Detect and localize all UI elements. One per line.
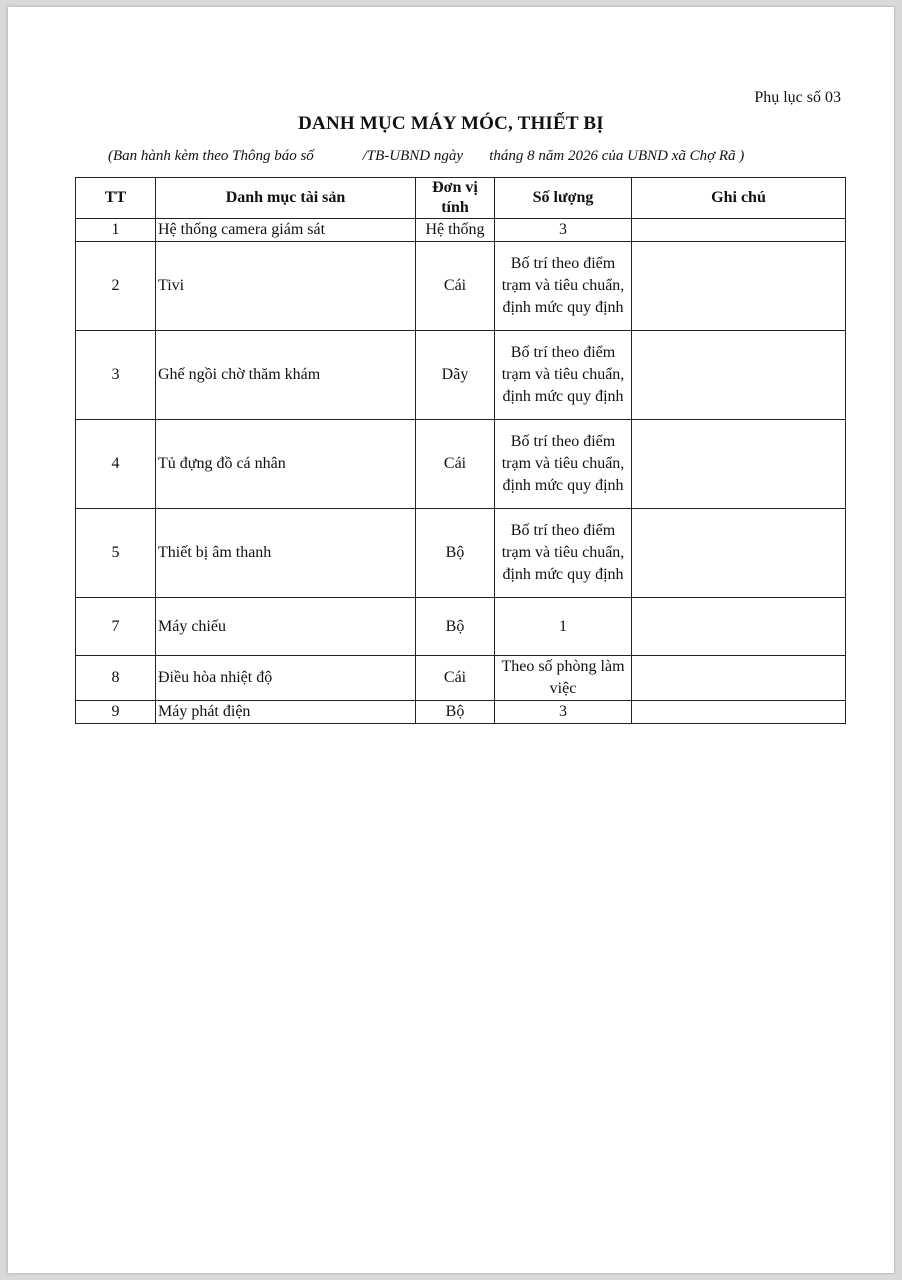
cell-note	[632, 331, 846, 420]
cell-asset: Tủ đựng đồ cá nhân	[156, 420, 416, 509]
cell-quantity: Theo số phòng làm việc	[495, 656, 632, 701]
table-row	[76, 509, 846, 598]
header-quantity: Số lượng	[495, 178, 632, 219]
cell-tt: 3	[76, 331, 156, 420]
cell-quantity: 1	[495, 598, 632, 656]
cell-asset: Điều hòa nhiệt độ	[156, 656, 416, 701]
table-row	[76, 598, 846, 656]
header-unit: Đơn vị tính	[416, 178, 495, 219]
cell-tt: 5	[76, 509, 156, 598]
appendix-label: Phụ lục số 03	[754, 89, 841, 106]
cell-note	[632, 598, 846, 656]
cell-unit: Cái	[416, 242, 495, 331]
cell-quantity: Bố trí theo điểm trạm và tiêu chuẩn, định mức quy định	[495, 242, 632, 331]
cell-note	[632, 701, 846, 724]
table-row	[76, 219, 846, 242]
cell-unit: Dãy	[416, 331, 495, 420]
document-subtitle	[108, 148, 744, 165]
table-row	[76, 701, 846, 724]
cell-note	[632, 509, 846, 598]
cell-tt: 9	[76, 701, 156, 724]
cell-unit: Bộ	[416, 509, 495, 598]
cell-quantity: 3	[495, 219, 632, 242]
table-row	[76, 656, 846, 701]
subtitle-part-3: tháng 8 năm 2026 của UBND xã Chợ Rã )	[489, 148, 745, 164]
cell-unit: Cái	[416, 656, 495, 701]
table-row	[76, 331, 846, 420]
cell-note	[632, 420, 846, 509]
cell-asset: Hệ thống camera giám sát	[156, 219, 416, 242]
subtitle-part-1: (Ban hành kèm theo Thông báo số	[108, 148, 314, 164]
table-row	[76, 242, 846, 331]
cell-asset: Máy phát điện	[156, 701, 416, 724]
cell-asset: Máy chiếu	[156, 598, 416, 656]
cell-tt: 8	[76, 656, 156, 701]
cell-quantity: Bố trí theo điểm trạm và tiêu chuẩn, định mức quy định	[495, 420, 632, 509]
cell-unit: Cái	[416, 420, 495, 509]
cell-quantity: Bố trí theo điểm trạm và tiêu chuẩn, định mức quy định	[495, 509, 632, 598]
header-asset: Danh mục tài sản	[156, 178, 416, 219]
cell-tt: 7	[76, 598, 156, 656]
cell-unit: Hệ thống	[416, 219, 495, 242]
header-note: Ghi chú	[632, 178, 846, 219]
cell-asset: Tivi	[156, 242, 416, 331]
document-page	[8, 7, 894, 1273]
cell-tt: 2	[76, 242, 156, 331]
cell-tt: 4	[76, 420, 156, 509]
cell-unit: Bộ	[416, 701, 495, 724]
cell-note	[632, 656, 846, 701]
table-header-row	[76, 178, 846, 219]
table-row	[76, 420, 846, 509]
subtitle-part-2: /TB-UBND ngày	[362, 148, 463, 164]
cell-tt: 1	[76, 219, 156, 242]
asset-table	[75, 177, 846, 724]
cell-note	[632, 219, 846, 242]
cell-asset: Ghế ngồi chờ thăm khám	[156, 331, 416, 420]
cell-note	[632, 242, 846, 331]
cell-asset: Thiết bị âm thanh	[156, 509, 416, 598]
document-title: DANH MỤC MÁY MÓC, THIẾT BỊ	[298, 113, 604, 134]
cell-quantity: 3	[495, 701, 632, 724]
cell-quantity: Bố trí theo điểm trạm và tiêu chuẩn, định mức quy định	[495, 331, 632, 420]
cell-unit: Bộ	[416, 598, 495, 656]
header-tt: TT	[76, 178, 156, 219]
